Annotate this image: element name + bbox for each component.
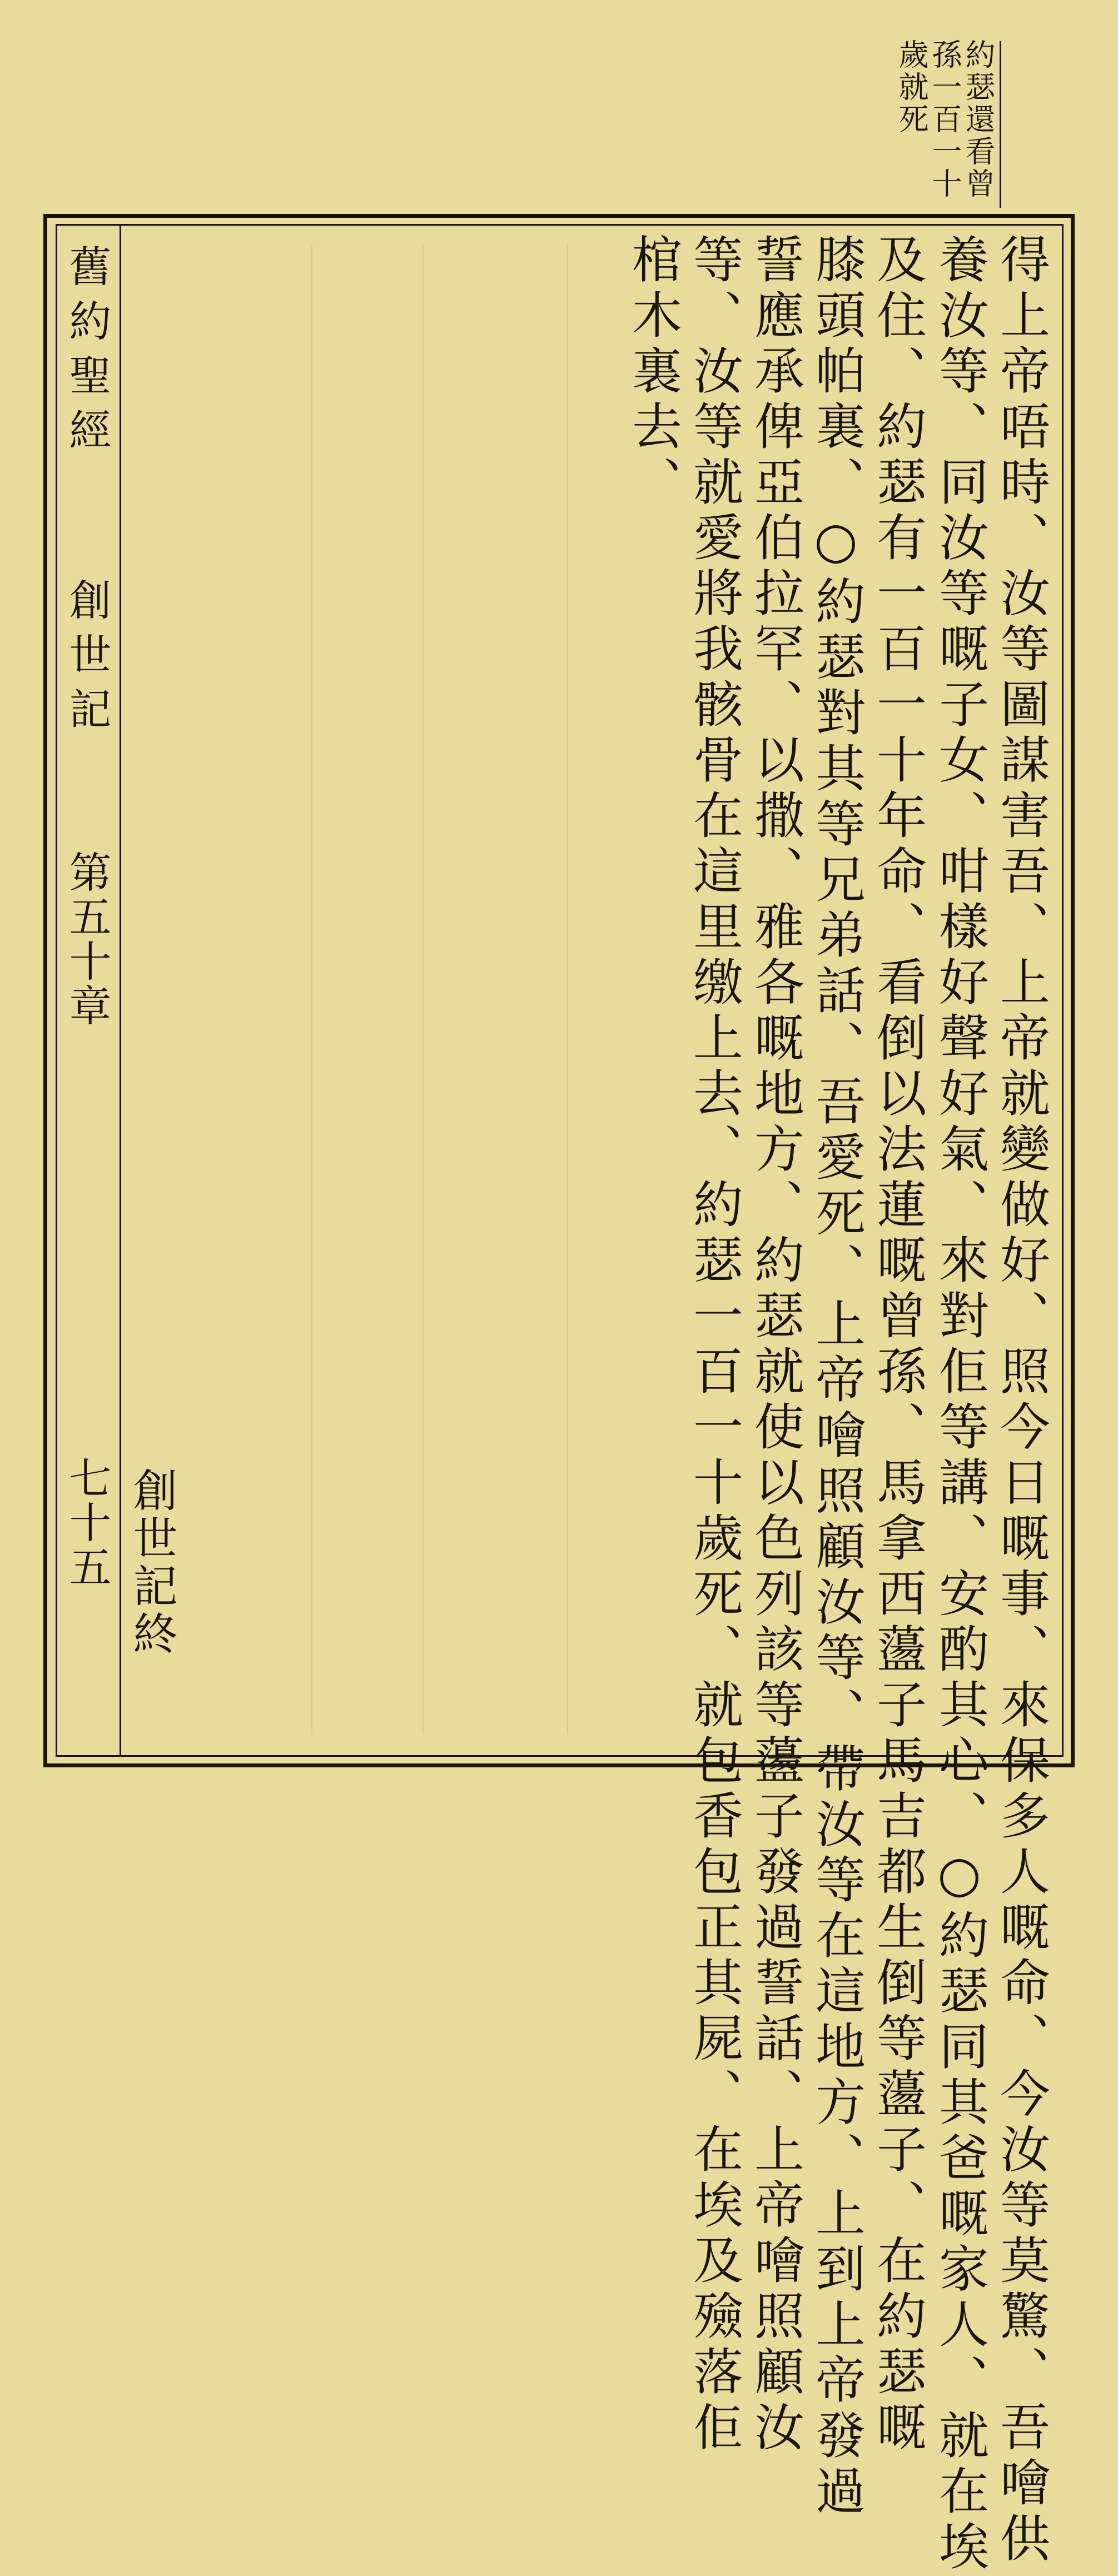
text-column-6: 等、汝等就愛將我骸骨在這里缴上去、約瑟一百一十歲死、就包香包正其屍、在埃及殮落佢 bbox=[684, 233, 743, 2457]
text-column-1: 得上帝唔時、汝等圖謀害吾、上帝就變做好、照今日嘅事、來保多人嘅命、今汝等莫驚、吾噲供 bbox=[991, 233, 1050, 2568]
book-title: 舊約聖經 bbox=[62, 245, 112, 462]
headnote bbox=[895, 39, 1003, 211]
headnote-rule bbox=[1000, 41, 1001, 208]
text-column-2: 養汝等、同汝等嘅子女、咁樣好聲好氣、來對佢等講、安酌其心、○約瑟同其爸嘅家人、就在埃 bbox=[930, 233, 988, 2576]
chapter-label: 第五十章 bbox=[62, 850, 112, 1028]
headnote-line-1: 約瑟還看曾 bbox=[961, 39, 996, 200]
text-column-4: 膝頭帕裏、○約瑟對其等兄弟話、吾愛死、上帝噲照顧汝等、帶汝等在這地方、上到上帝發過 bbox=[807, 233, 865, 2520]
print-rule bbox=[567, 245, 568, 1734]
text-column-7: 棺木裏去、 bbox=[623, 233, 682, 511]
book-name: 創世記 bbox=[62, 578, 112, 741]
book-end-mark: 創世記終 bbox=[126, 1467, 177, 1658]
page-number: 七十五 bbox=[62, 1456, 112, 1590]
print-rule bbox=[423, 245, 424, 1734]
text-column-3: 及住、約瑟有一百一十年命、看倒以法蓮嘅曾孫、馬拿西蘯子馬吉都生倒等蘯子、在約瑟嘅 bbox=[868, 233, 926, 2457]
text-column-5: 誓應承俾亞伯拉罕、以撒、雅各嘅地方、約瑟就使以色列該等蘯子發過誓話、上帝噲照顧汝 bbox=[746, 233, 804, 2457]
headnote-line-2: 孫一百一十 bbox=[927, 39, 962, 200]
headnote-line-3: 歲就死 bbox=[894, 39, 929, 136]
print-rule bbox=[311, 245, 312, 1734]
margin-rule bbox=[120, 224, 121, 1757]
